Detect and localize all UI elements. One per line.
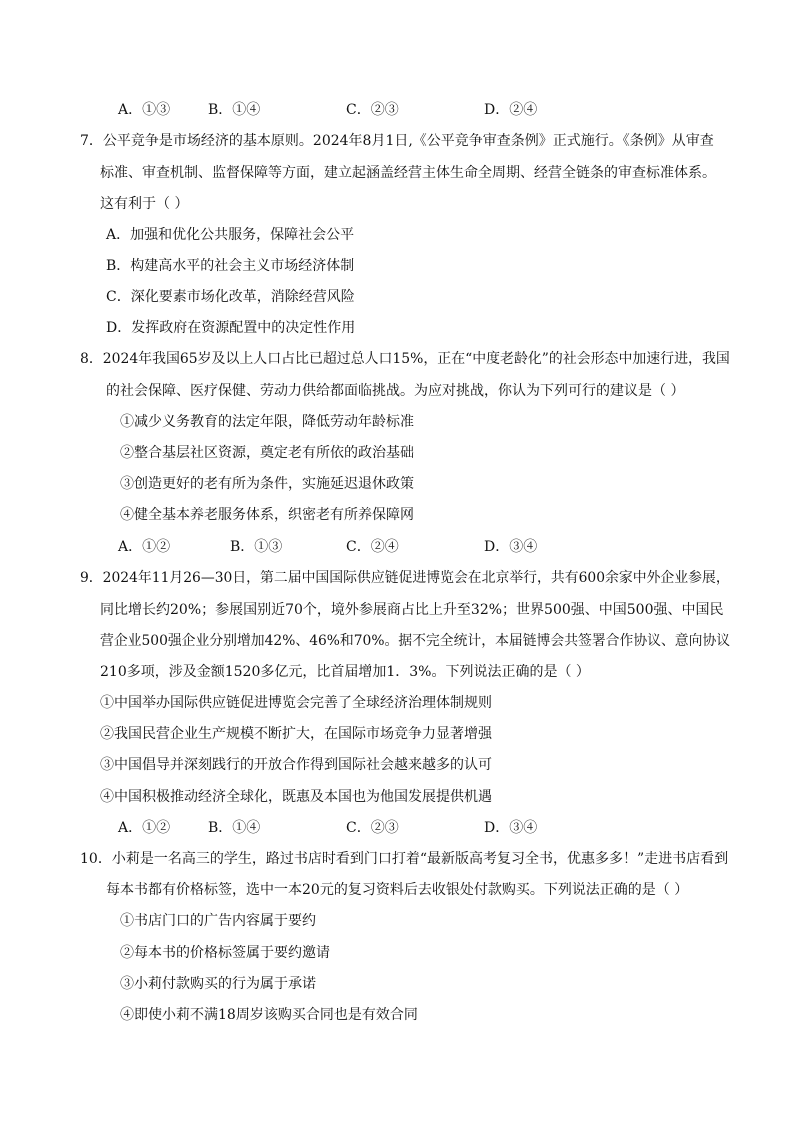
q8-stem-line-1: 8．2024年我国65岁及以上人口占比已超过总人口15%，正在“中度老龄化”的社会形态中加速行进，我国 bbox=[80, 351, 730, 367]
q7-choice-c: C．深化要素市场化改革，消除经营风险 bbox=[106, 289, 355, 305]
q9-item-2: ②我国民营企业生产规模不断扩大，在国际市场竞争力显著增强 bbox=[100, 726, 492, 742]
q7-choice-b: B．构建高水平的社会主义市场经济体制 bbox=[106, 258, 355, 274]
q8-item-3: ③创造更好的老有所为条件，实施延迟退休政策 bbox=[120, 476, 414, 492]
q10-stem-line-2: 每本书都有价格标签，选中一本20元的复习资料后去收银处付款购买。下列说法正确的是（ ） bbox=[106, 882, 689, 898]
q9-option-a: A．①② bbox=[118, 820, 171, 836]
q7-stem-line-3: 这有利于（ ） bbox=[100, 196, 189, 212]
q9-options bbox=[0, 818, 794, 838]
q8-option-c: C．②④ bbox=[346, 539, 399, 555]
q9-stem-line-3: 营企业500强企业分别增加42%、46%和70%。据不完全统计，本届链博会共签署合作协议、意向协议 bbox=[100, 633, 731, 649]
q6-option-c: C．②③ bbox=[346, 102, 399, 118]
q10-item-3: ③小莉付款购买的行为属于承诺 bbox=[120, 976, 316, 992]
q10-item-4: ④即使小莉不满18周岁该购买合同也是有效合同 bbox=[120, 1007, 418, 1023]
q9-item-1: ①中国举办国际供应链促进博览会完善了全球经济治理体制规则 bbox=[100, 695, 492, 711]
q6-option-d: D．②④ bbox=[484, 102, 538, 118]
q6-option-a: A．①③ bbox=[118, 102, 171, 118]
q7-stem-line-2: 标准、审查机制、监督保障等方面，建立起涵盖经营主体生命全周期、经营全链条的审查标准体系。 bbox=[100, 165, 716, 181]
q9-stem-line-2: 同比增长约20%；参展国别近70个，境外参展商占比上升至32%；世界500强、中国500强、中国民 bbox=[100, 602, 724, 618]
q8-stem-line-2: 的社会保障、医疗保健、劳动力供给都面临挑战。为应对挑战，你认为下列可行的建议是（ ） bbox=[106, 383, 685, 399]
q10-stem-line-1: 10．小莉是一名高三的学生，路过书店时看到门口打着“最新版高考复习全书，优惠多多！”走进书店看到 bbox=[80, 851, 729, 867]
q8-item-2: ②整合基层社区资源，奠定老有所依的政治基础 bbox=[120, 445, 414, 461]
q8-item-1: ①减少义务教育的法定年限，降低劳动年龄标准 bbox=[120, 414, 414, 430]
q10-item-2: ②每本书的价格标签属于要约邀请 bbox=[120, 945, 330, 961]
q8-option-b: B．①③ bbox=[230, 539, 283, 555]
q9-option-c: C．②③ bbox=[346, 820, 399, 836]
q7-stem-line-1: 7．公平竞争是市场经济的基本原则。2024年8月1日,《公平竞争审查条例》正式施行。《条例》从审查 bbox=[80, 133, 714, 149]
q9-option-b: B．①④ bbox=[208, 820, 261, 836]
q8-options bbox=[0, 537, 794, 557]
q7-choice-a: A．加强和优化公共服务，保障社会公平 bbox=[106, 227, 355, 243]
q8-option-d: D．③④ bbox=[484, 539, 538, 555]
q9-item-3: ③中国倡导并深刻践行的开放合作得到国际社会越来越多的认可 bbox=[100, 757, 492, 773]
q9-stem-line-4: 210多项，涉及金额1520多亿元，比首届增加1．3%。下列说法正确的是（ ） bbox=[100, 664, 590, 680]
q10-item-1: ①书店门口的广告内容属于要约 bbox=[120, 913, 316, 929]
q6-options bbox=[0, 100, 794, 120]
q8-item-4: ④健全基本养老服务体系，织密老有所养保障网 bbox=[120, 507, 414, 523]
q6-option-b: B．①④ bbox=[208, 102, 261, 118]
q9-stem-line-1: 9．2024年11月26—30日，第二届中国国际供应链促进博览会在北京举行，共有600余家中外企业参展， bbox=[80, 570, 730, 586]
q8-option-a: A．①② bbox=[118, 539, 171, 555]
q7-choice-d: D．发挥政府在资源配置中的决定性作用 bbox=[106, 320, 356, 336]
q9-item-4: ④中国积极推动经济全球化，既惠及本国也为他国发展提供机遇 bbox=[100, 789, 492, 805]
q9-option-d: D．③④ bbox=[484, 820, 538, 836]
